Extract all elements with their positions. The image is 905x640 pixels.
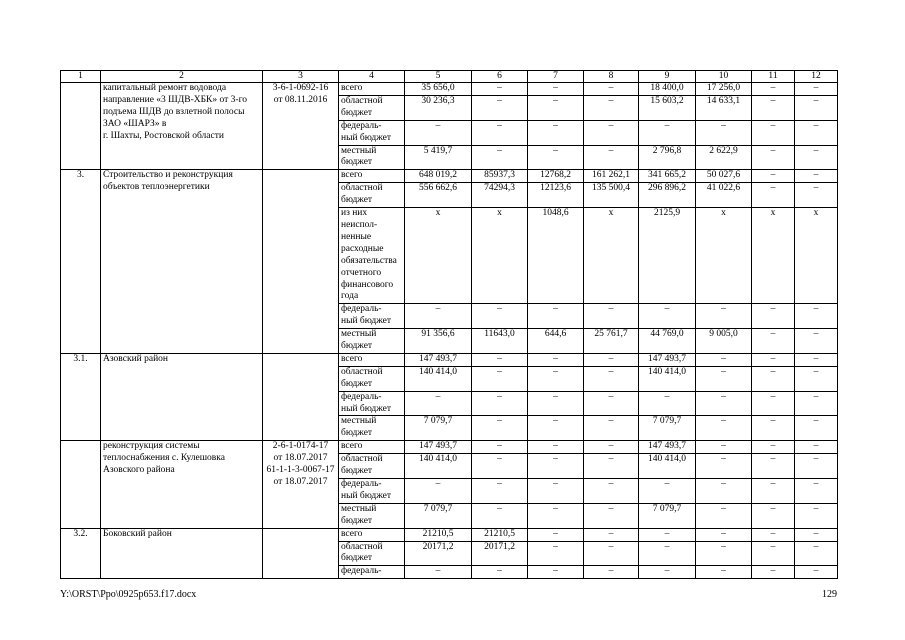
amount-cell: – <box>528 353 584 366</box>
object-name: Боковский район <box>101 528 263 579</box>
amount-cell: – <box>528 566 584 579</box>
amount-cell: 341 665,2 <box>639 170 696 183</box>
amount-cell: 140 414,0 <box>405 366 472 391</box>
amount-cell: – <box>528 541 584 566</box>
amount-cell: 556 662,6 <box>405 183 472 208</box>
amount-cell: 1048,6 <box>528 208 584 304</box>
row-number <box>61 441 101 528</box>
object-name: реконструкция системы теплоснабжения с. Кулешовка Азовского района <box>101 441 263 528</box>
amount-cell: – <box>405 566 472 579</box>
budget-table <box>60 70 838 579</box>
object-name: Азовский район <box>101 353 263 440</box>
amount-cell: – <box>472 353 528 366</box>
amount-cell: – <box>639 304 696 329</box>
amount-cell: – <box>795 416 838 441</box>
object-name: капитальный ремонт водовода направление «3 ШДВ-ХБК» от 3-го подъема ШДВ до взлетной полосы ЗАО «ШАРЗ» в г. Шахты, Ростовской области <box>101 83 263 170</box>
amount-cell: – <box>405 304 472 329</box>
amount-cell: x <box>472 208 528 304</box>
column-number: 11 <box>752 71 795 83</box>
footer-file-path: Y:\ORST\Ppo\0925p653.f17.docx <box>60 589 197 600</box>
amount-cell: 21210,5 <box>472 528 528 541</box>
column-number: 7 <box>528 71 584 83</box>
row-number <box>61 83 101 170</box>
amount-cell: 161 262,1 <box>584 170 639 183</box>
amount-cell: – <box>795 503 838 528</box>
amount-cell: 30 236,3 <box>405 95 472 120</box>
amount-cell: 35 656,0 <box>405 83 472 96</box>
amount-cell: – <box>584 95 639 120</box>
funding-source: всего <box>339 528 405 541</box>
amount-cell: – <box>639 528 696 541</box>
amount-cell: 140 414,0 <box>639 454 696 479</box>
amount-cell: – <box>584 528 639 541</box>
amount-cell: – <box>528 503 584 528</box>
amount-cell: – <box>528 304 584 329</box>
document-ref: 3-6-1-0692-16 от 08.11.2016 <box>263 83 339 170</box>
amount-cell: – <box>696 353 752 366</box>
amount-cell: 9 005,0 <box>696 329 752 354</box>
amount-cell: – <box>584 566 639 579</box>
column-number: 10 <box>696 71 752 83</box>
amount-cell: – <box>472 503 528 528</box>
amount-cell: – <box>584 120 639 145</box>
amount-cell: 74294,3 <box>472 183 528 208</box>
amount-cell: 2 622,9 <box>696 145 752 170</box>
document-ref <box>263 353 339 440</box>
table-header-row <box>61 71 838 83</box>
amount-cell: 12123,6 <box>528 183 584 208</box>
amount-cell: 147 493,7 <box>405 353 472 366</box>
amount-cell: – <box>795 391 838 416</box>
amount-cell: – <box>639 541 696 566</box>
amount-cell: – <box>696 528 752 541</box>
amount-cell: 644,6 <box>528 329 584 354</box>
table-row <box>61 83 838 96</box>
funding-source: из них неиспол- ненные расходные обязательства отчетного финансового года <box>339 208 405 304</box>
amount-cell: 20171,2 <box>472 541 528 566</box>
funding-source: всего <box>339 353 405 366</box>
amount-cell: – <box>752 183 795 208</box>
amount-cell: – <box>584 441 639 454</box>
amount-cell: – <box>639 391 696 416</box>
amount-cell: – <box>584 83 639 96</box>
amount-cell: 135 500,4 <box>584 183 639 208</box>
amount-cell: 41 022,6 <box>696 183 752 208</box>
amount-cell: – <box>584 541 639 566</box>
amount-cell: – <box>472 441 528 454</box>
amount-cell: 17 256,0 <box>696 83 752 96</box>
amount-cell: 91 356,6 <box>405 329 472 354</box>
amount-cell: – <box>752 541 795 566</box>
amount-cell: 21210,5 <box>405 528 472 541</box>
amount-cell: – <box>472 95 528 120</box>
amount-cell: – <box>584 145 639 170</box>
funding-source: федераль- ный бюджет <box>339 120 405 145</box>
amount-cell: 7 079,7 <box>405 503 472 528</box>
amount-cell: 7 079,7 <box>639 416 696 441</box>
funding-source: областной бюджет <box>339 95 405 120</box>
amount-cell: – <box>584 353 639 366</box>
amount-cell: 5 419,7 <box>405 145 472 170</box>
amount-cell: – <box>405 120 472 145</box>
amount-cell: x <box>696 208 752 304</box>
funding-source: федераль- <box>339 566 405 579</box>
amount-cell: – <box>528 120 584 145</box>
table-row <box>61 353 838 366</box>
amount-cell: 18 400,0 <box>639 83 696 96</box>
amount-cell: – <box>696 479 752 504</box>
table-row <box>61 528 838 541</box>
amount-cell: 44 769,0 <box>639 329 696 354</box>
amount-cell: – <box>696 503 752 528</box>
funding-source: местный бюджет <box>339 145 405 170</box>
amount-cell: 296 896,2 <box>639 183 696 208</box>
amount-cell: – <box>795 329 838 354</box>
column-number: 4 <box>339 71 405 83</box>
amount-cell: – <box>528 83 584 96</box>
amount-cell: 15 603,2 <box>639 95 696 120</box>
amount-cell: – <box>472 391 528 416</box>
amount-cell: – <box>752 120 795 145</box>
amount-cell: – <box>795 145 838 170</box>
object-name: Строительство и реконструкция объектов теплоэнергетики <box>101 170 263 354</box>
column-number: 1 <box>61 71 101 83</box>
amount-cell: – <box>752 503 795 528</box>
column-number: 9 <box>639 71 696 83</box>
amount-cell: – <box>752 366 795 391</box>
amount-cell: 14 633,1 <box>696 95 752 120</box>
amount-cell: 7 079,7 <box>405 416 472 441</box>
amount-cell: – <box>795 528 838 541</box>
funding-source: всего <box>339 441 405 454</box>
amount-cell: – <box>528 441 584 454</box>
amount-cell: 147 493,7 <box>405 441 472 454</box>
amount-cell: – <box>752 528 795 541</box>
amount-cell: – <box>795 479 838 504</box>
amount-cell: 85937,3 <box>472 170 528 183</box>
amount-cell: – <box>752 170 795 183</box>
amount-cell: – <box>528 145 584 170</box>
amount-cell: 2 796,8 <box>639 145 696 170</box>
amount-cell: – <box>528 454 584 479</box>
amount-cell: – <box>472 83 528 96</box>
document-ref: 2-6-1-0174-17 от 18.07.2017 61-1-1-3-0067-17 от 18.07.2017 <box>263 441 339 528</box>
funding-source: федераль- ный бюджет <box>339 304 405 329</box>
funding-source: областной бюджет <box>339 541 405 566</box>
amount-cell: – <box>752 391 795 416</box>
amount-cell: – <box>795 441 838 454</box>
amount-cell: – <box>405 479 472 504</box>
amount-cell: – <box>405 391 472 416</box>
amount-cell: – <box>472 479 528 504</box>
amount-cell: – <box>795 566 838 579</box>
amount-cell: – <box>584 304 639 329</box>
amount-cell: x <box>752 208 795 304</box>
funding-source: местный бюджет <box>339 416 405 441</box>
amount-cell: – <box>696 454 752 479</box>
amount-cell: – <box>795 353 838 366</box>
amount-cell: – <box>696 391 752 416</box>
amount-cell: – <box>528 528 584 541</box>
column-number: 3 <box>263 71 339 83</box>
amount-cell: – <box>752 145 795 170</box>
amount-cell: – <box>752 454 795 479</box>
table-row <box>61 170 838 183</box>
column-number: 6 <box>472 71 528 83</box>
funding-source: всего <box>339 83 405 96</box>
amount-cell: 2125,9 <box>639 208 696 304</box>
funding-source: областной бюджет <box>339 366 405 391</box>
amount-cell: – <box>528 416 584 441</box>
amount-cell: – <box>472 120 528 145</box>
amount-cell: – <box>752 329 795 354</box>
amount-cell: x <box>795 208 838 304</box>
amount-cell: 11643,0 <box>472 329 528 354</box>
amount-cell: – <box>584 503 639 528</box>
amount-cell: – <box>696 566 752 579</box>
amount-cell: – <box>472 366 528 391</box>
amount-cell: – <box>639 566 696 579</box>
amount-cell: – <box>795 95 838 120</box>
amount-cell: 25 761,7 <box>584 329 639 354</box>
amount-cell: – <box>752 441 795 454</box>
amount-cell: – <box>795 170 838 183</box>
funding-source: областной бюджет <box>339 454 405 479</box>
funding-source: федераль- ный бюджет <box>339 391 405 416</box>
amount-cell: – <box>584 391 639 416</box>
funding-source: областной бюджет <box>339 183 405 208</box>
amount-cell: 648 019,2 <box>405 170 472 183</box>
amount-cell: – <box>752 95 795 120</box>
row-number: 3.2. <box>61 528 101 579</box>
amount-cell: – <box>696 120 752 145</box>
amount-cell: 50 027,6 <box>696 170 752 183</box>
amount-cell: – <box>472 304 528 329</box>
column-number: 5 <box>405 71 472 83</box>
amount-cell: x <box>584 208 639 304</box>
amount-cell: – <box>752 83 795 96</box>
amount-cell: – <box>472 454 528 479</box>
amount-cell: 7 079,7 <box>639 503 696 528</box>
amount-cell: 12768,2 <box>528 170 584 183</box>
table-row <box>61 441 838 454</box>
amount-cell: – <box>472 416 528 441</box>
amount-cell: – <box>752 566 795 579</box>
amount-cell: 20171,2 <box>405 541 472 566</box>
funding-source: местный бюджет <box>339 503 405 528</box>
funding-source: местный бюджет <box>339 329 405 354</box>
amount-cell: 140 414,0 <box>639 366 696 391</box>
amount-cell: – <box>795 366 838 391</box>
column-number: 12 <box>795 71 838 83</box>
document-ref <box>263 170 339 354</box>
amount-cell: – <box>528 391 584 416</box>
column-number: 2 <box>101 71 263 83</box>
amount-cell: – <box>752 353 795 366</box>
amount-cell: 147 493,7 <box>639 441 696 454</box>
amount-cell: – <box>584 454 639 479</box>
amount-cell: – <box>639 120 696 145</box>
amount-cell: – <box>528 366 584 391</box>
amount-cell: – <box>472 145 528 170</box>
amount-cell: – <box>639 479 696 504</box>
amount-cell: – <box>752 416 795 441</box>
amount-cell: – <box>584 479 639 504</box>
amount-cell: – <box>795 454 838 479</box>
amount-cell: – <box>752 304 795 329</box>
column-number: 8 <box>584 71 639 83</box>
row-number: 3.1. <box>61 353 101 440</box>
amount-cell: – <box>795 83 838 96</box>
amount-cell: – <box>584 366 639 391</box>
amount-cell: – <box>696 366 752 391</box>
funding-source: всего <box>339 170 405 183</box>
amount-cell: – <box>584 416 639 441</box>
amount-cell: – <box>696 441 752 454</box>
row-number: 3. <box>61 170 101 354</box>
amount-cell: x <box>405 208 472 304</box>
amount-cell: – <box>795 304 838 329</box>
document-ref <box>263 528 339 579</box>
amount-cell: – <box>696 416 752 441</box>
amount-cell: – <box>752 479 795 504</box>
page-number: 129 <box>822 589 837 600</box>
amount-cell: – <box>472 566 528 579</box>
amount-cell: – <box>528 95 584 120</box>
amount-cell: – <box>528 479 584 504</box>
amount-cell: – <box>795 120 838 145</box>
amount-cell: 140 414,0 <box>405 454 472 479</box>
amount-cell: – <box>696 304 752 329</box>
funding-source: федераль- ный бюджет <box>339 479 405 504</box>
amount-cell: – <box>696 541 752 566</box>
amount-cell: – <box>795 541 838 566</box>
amount-cell: – <box>795 183 838 208</box>
amount-cell: 147 493,7 <box>639 353 696 366</box>
